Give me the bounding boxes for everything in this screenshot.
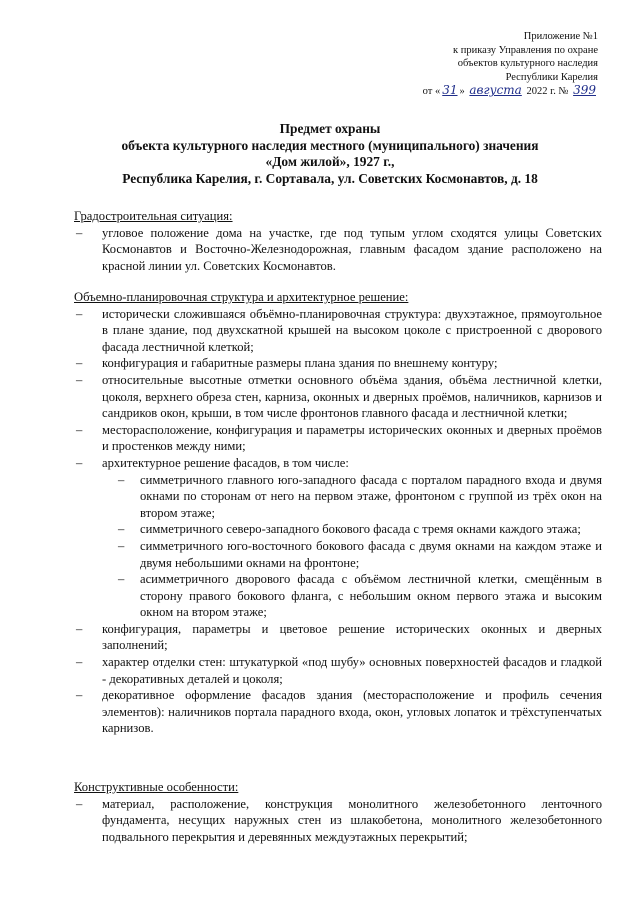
list-item: – декоративное оформление фасадов здания (месторасположение и профиль сечения элементов): наличников портала парадного входа, окон, угловых лопаток и трёхступенчатых карнизов. [74,687,602,737]
handwritten-month: августа [469,83,522,98]
section-construction [74,779,602,845]
sub-list-item: – симметричного главного юго-западного фасада с порталом парадного входа и двумя окнами по сторонам от него на первом этаже, фронтоном с группой из трёх окон на втором этаже; [74,472,602,522]
list-item: – материал, расположение, конструкция монолитного железобетонного ленточного фундамента, несущих наружных стен из шлакобетона, монолитного железобетонного подвального перекрытия и деревянных междуэтажных перекрытий; [74,796,602,846]
list-item: – конфигурация, параметры и цветовое решение исторических оконных и дверных заполнений; [74,621,602,654]
list-item: – угловое положение дома на участке, где под тупым углом сходятся улицы Советских Космонавтов и Восточно-Железнодорожная, главным фасадом здание расположено на красной линии ул. Советских Космонавтов. [74,225,602,275]
list-item: – месторасположение, конфигурация и параметры исторических оконных и дверных проёмов и простенков между ними; [74,422,602,455]
appendix-line: Приложение №1 [523,31,598,42]
bullet-list [74,306,602,472]
bullet-list [74,621,602,737]
bullet-list [74,796,602,846]
list-item: – конфигурация и габаритные размеры плана здания по внешнему контуру; [74,355,602,372]
handwritten-order-number: 399 [573,83,596,98]
sub-list-item: – симметричного юго-восточного бокового фасада с двумя окнами на каждом этаже и двумя небольшими окнами на фронтоне; [74,538,602,571]
appendix-line: Республики Карелия [505,71,598,83]
date-year: 2022 г. № [523,86,572,98]
section-heading: Конструктивные особенности: [74,780,239,794]
list-item: – исторически сложившаяся объёмно-планировочная структура: двухэтажное, прямоугольное в плане здание, под двухскатной крышей на высоком цоколе с пристроенной с дворового фасада лестничной клеткой; [74,306,602,356]
title-line: Предмет охраны [279,121,381,136]
list-item [74,455,602,472]
list-item: – относительные высотные отметки основного объёма здания, объёма лестничной клетки, цоколя, верхнего обреза стен, карниза, оконных и дверных проёмов, наличников, карнизов и сандриков окон, крыши, в том числе фронтонов главного фасада и лестничной клетки; [74,372,602,422]
sub-list-item: – симметричного северо-западного бокового фасада с тремя окнами каждого этажа; [74,521,602,538]
section-heading: Градостроительная ситуация: [74,209,233,223]
list-item-text: – архитектурное решение фасадов, в том числе: [102,455,349,470]
title-line: объекта культурного наследия местного (муниципального) значения [121,137,539,153]
handwritten-day: 31 [442,83,458,98]
list-item: – характер отделки стен: штукатуркой «под шубу» основных поверхностей фасадов и гладкой - декоративных деталей и цоколя; [74,654,602,687]
appendix-line: объектов культурного наследия [457,58,598,70]
appendix-header [423,30,598,99]
section-heading: Объемно-планировочная структура и архитектурное решение: [74,290,409,304]
date-mid: » [459,86,468,98]
date-prefix: от « [422,86,441,98]
sub-list-item: – асимметричного дворового фасада с объёмом лестничной клетки, смещённым в сторону правого бокового фланга, с небольшим окном первого этажа и высоким окном на втором этаже; [74,571,602,621]
section-urban [74,208,602,274]
document-title [60,121,600,187]
bullet-list [74,225,602,275]
order-date-line [423,84,598,99]
appendix-line: к приказу Управления по охране [453,44,598,56]
title-line: Республика Карелия, г. Сортавала, ул. Советских Космонавтов, д. 18 [122,170,538,186]
sub-bullet-list [74,472,602,621]
section-volume [74,289,602,737]
title-line: «Дом жилой», 1927 г., [265,154,395,170]
